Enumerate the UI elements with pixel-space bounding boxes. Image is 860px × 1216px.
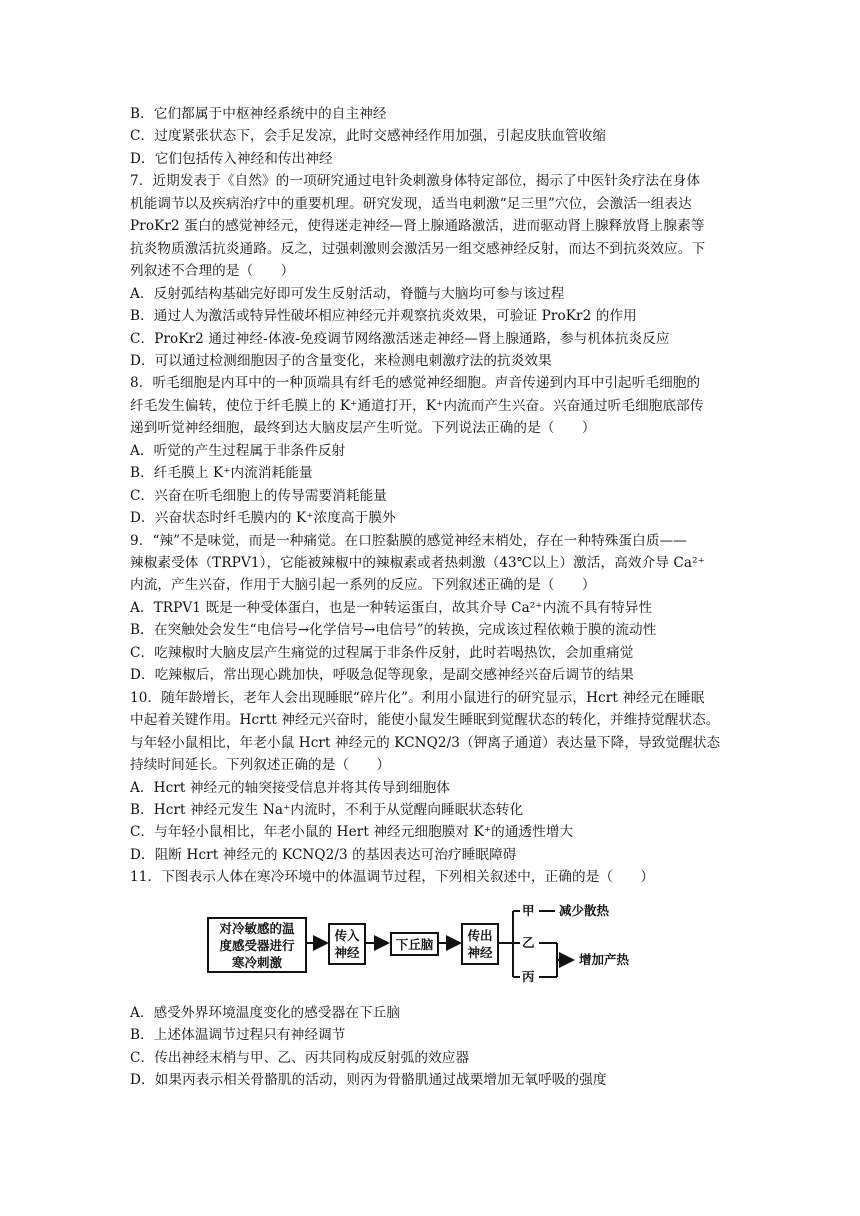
- text-line: 列叙述不合理的是（ ）: [130, 263, 295, 280]
- text-line: 纤毛发生偏转，使位于纤毛膜上的 K⁺通道打开，K⁺内流而产生兴奋。兴奋通过听毛细胞底部传: [130, 397, 704, 414]
- stimulus-box: [207, 917, 307, 973]
- increase-heat-label: 增加产热: [579, 952, 630, 967]
- option-line: D．如果丙表示相关骨骼肌的活动，则丙为骨骼肌通过战栗增加无氧呼吸的强度: [130, 1072, 607, 1089]
- efferent-line: 神经: [467, 945, 493, 960]
- afferent-line: 神经: [334, 945, 360, 960]
- hypothalamus-label: 下丘脑: [395, 936, 434, 952]
- jia-label: 甲: [522, 903, 535, 918]
- stimulus-line: 度感受器进行: [219, 937, 295, 953]
- text-line: B．纤毛膜上 K⁺内流消耗能量: [130, 465, 313, 482]
- text-line: 8．听毛细胞是内耳中的一种顶端具有纤毛的感觉神经细胞。声音传递到内耳中引起听毛细胞的: [130, 375, 701, 392]
- text-line: B．它们都属于中枢神经系统中的自主神经: [130, 106, 387, 122]
- text-line: 与年轻小鼠相比，年老小鼠 Hcrt 神经元的 KCNQ2/3（钾离子通道）表达量下降，导致觉醒状态: [130, 734, 721, 751]
- text-line: ProKr2 蛋白的感觉神经元，使得迷走神经—肾上腺通路激活，进而驱动肾上腺释放肾上腺素等: [130, 218, 705, 235]
- text-line: C．过度紧张状态下，会手足发凉，此时交感神经作用加强，引起皮肤血管收缩: [130, 128, 607, 145]
- text-line: D．它们包括传入神经和传出神经: [130, 150, 333, 167]
- text-line: D．吃辣椒后，常出现心跳加快，呼吸急促等现象，是副交感神经兴奋后调节的结果: [130, 667, 634, 684]
- option-line: C．传出神经末梢与甲、乙、丙共同构成反射弧的效应器: [130, 1049, 470, 1066]
- text-line: B．通过人为激活或特异性破坏相应神经元并观察抗炎效果，可验证 ProKr2 的作用: [130, 308, 637, 325]
- text-line: C．与年轻小鼠相比，年老小鼠的 Hert 神经元细胞膜对 K⁺的通透性增大: [130, 824, 574, 841]
- reduce-heat-label: 减少散热: [559, 903, 610, 918]
- text-line: A．反射弧结构基础完好即可发生反射活动，脊髓与大脑均可参与该过程: [130, 285, 565, 302]
- text-line: C．吃辣椒时大脑皮层产生痛觉的过程属于非条件反射，此时若喝热饮，会加重痛觉: [130, 644, 634, 661]
- text-line: C．ProKr2 通过神经-体液-免疫调节网络激活迷走神经—肾上腺通路，参与机体抗炎反应: [130, 330, 670, 347]
- text-line: B．在突触处会发生“电信号→化学信号→电信号”的转换，完成该过程依赖于膜的流动性: [130, 622, 657, 639]
- thermoregulation-diagram: [205, 903, 645, 991]
- stimulus-line: 寒冷刺激: [231, 954, 282, 970]
- efferent-line: 传出: [467, 928, 493, 943]
- hypothalamus-box: [390, 932, 439, 956]
- text-line: 辣椒素受体（TRPV1），它能被辣椒中的辣椒素或者热刺激（43℃以上）激活，高效介导 Ca²⁺: [130, 555, 705, 571]
- afferent-nerve-box: [328, 923, 366, 965]
- yi-label: 乙: [522, 935, 535, 950]
- text-line: A．Hcrt 神经元的轴突接受信息并将其传导到细胞体: [130, 779, 451, 796]
- text-line: 递到听觉神经细胞，最终到达大脑皮层产生听觉。下列说法正确的是（ ）: [130, 420, 596, 437]
- text-line: A．TRPV1 既是一种受体蛋白，也是一种转运蛋白，故其介导 Ca²⁺内流不具有特异性: [130, 599, 653, 616]
- text-line: 持续时间延长。下列叙述正确的是（ ）: [130, 757, 391, 774]
- text-line: D．兴奋状态时纤毛膜内的 K⁺浓度高于膜外: [130, 510, 396, 527]
- text-line: 9．“辣”不是味觉，而是一种痛觉。在口腔黏膜的感觉神经末梢处，存在一种特殊蛋白质——: [130, 532, 687, 549]
- text-line: B．Hcrt 神经元发生 Na⁺内流时，不利于从觉醒向睡眠状态转化: [130, 801, 524, 818]
- bing-label: 丙: [522, 969, 535, 984]
- efferent-nerve-box: [461, 923, 499, 965]
- text-line: D．阻断 Hcrt 神经元的 KCNQ2/3 的基因表达可治疗睡眠障碍: [130, 846, 517, 863]
- text-line: 10．随年龄增长，老年人会出现睡眠“碎片化”。利用小鼠进行的研究显示，Hcrt 神经元在睡眠: [130, 689, 705, 706]
- text-line: C．兴奋在听毛细胞上的传导需要消耗能量: [130, 487, 387, 504]
- text-line: 机能调节以及疾病治疗中的重要机理。研究发现，适当电刺激“足三里”穴位，会激活一组表达: [130, 195, 692, 212]
- text-line: D．可以通过检测细胞因子的含量变化，来检测电刺激疗法的抗炎效果: [130, 352, 552, 369]
- stimulus-line: 对冷敏感的温: [219, 920, 295, 936]
- text-line: A．听觉的产生过程属于非条件反射: [130, 442, 346, 459]
- text-line: 抗炎物质激活抗炎通路。反之，过强刺激则会激活另一组交感神经反射，而达不到抗炎效应。下: [130, 240, 706, 257]
- text-line: 11．下图表示人体在寒冷环境中的体温调节过程，下列相关叙述中，正确的是（ ）: [130, 869, 655, 886]
- afferent-line: 传入: [334, 928, 360, 943]
- option-line: A．感受外界环境温度变化的感受器在下丘脑: [130, 1005, 401, 1021]
- text-line: 内流，产生兴奋，作用于大脑引起一系列的反应。下列叙述正确的是（ ）: [130, 577, 596, 594]
- option-line: B．上述体温调节过程只有神经调节: [130, 1027, 346, 1044]
- text-line: 7．近期发表于《自然》的一项研究通过电针灸刺激身体特定部位，揭示了中医针灸疗法在身体: [130, 173, 701, 190]
- text-line: 中起着关键作用。Hcrtt 神经元兴奋时，能使小鼠发生睡眠到觉醒状态的转化，并维持觉醒状态。: [130, 712, 720, 729]
